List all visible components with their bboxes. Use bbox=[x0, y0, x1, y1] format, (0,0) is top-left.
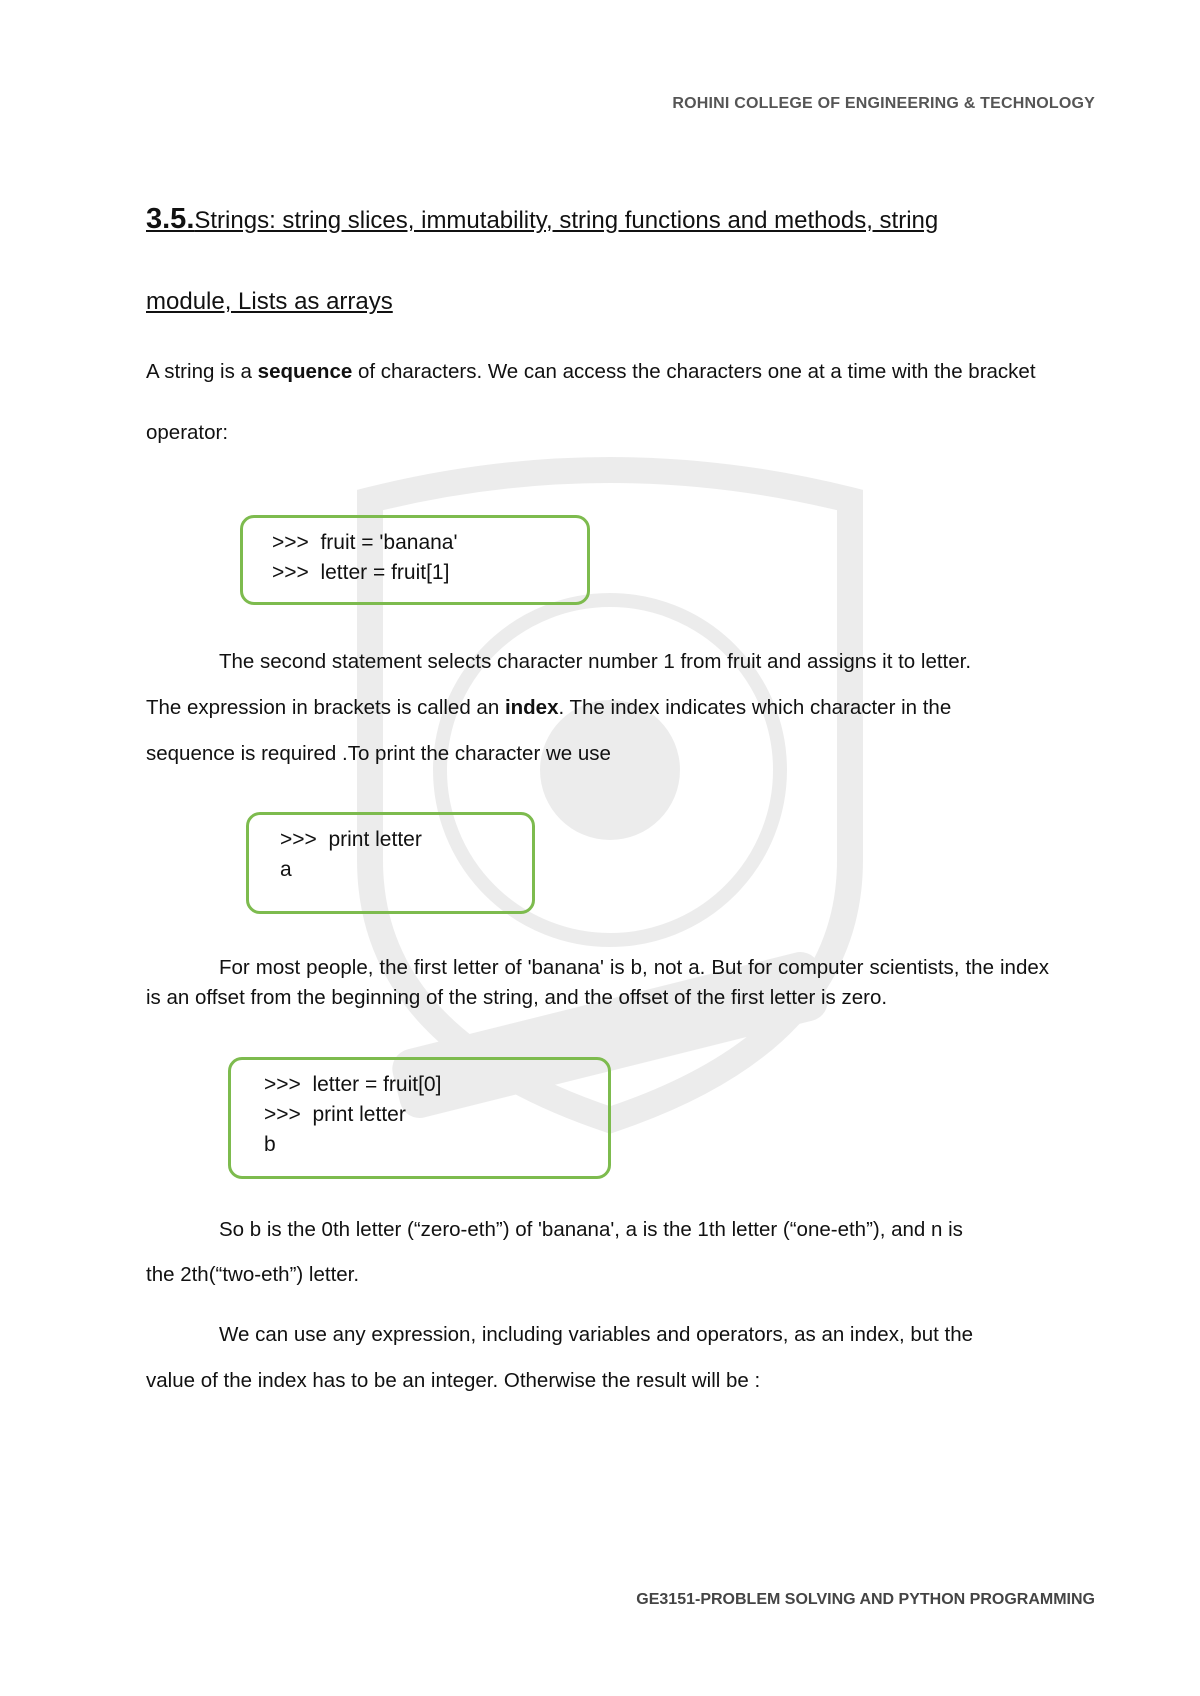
paragraph-2-line-2 bbox=[146, 696, 1096, 721]
code-block-3 bbox=[228, 1057, 611, 1179]
paragraph-2-line-3: sequence is required .To print the character we use bbox=[146, 742, 611, 765]
code-line: >>> letter = fruit[0] bbox=[264, 1073, 442, 1096]
code-line: a bbox=[280, 858, 292, 881]
paragraph-4-line-1: So b is the 0th letter (“zero-eth”) of 'banana', a is the 1th letter (“one-eth”), and n is bbox=[219, 1218, 963, 1241]
section-number: 3.5. bbox=[146, 203, 195, 235]
code-line: b bbox=[264, 1133, 276, 1156]
section-title-continued: module, Lists as arrays bbox=[146, 288, 393, 315]
para1-bold-term: sequence bbox=[257, 360, 353, 383]
page-header: ROHINI COLLEGE OF ENGINEERING & TECHNOLOGY bbox=[672, 95, 1095, 112]
code-block-1 bbox=[240, 515, 590, 605]
para1-pre: A string is a bbox=[146, 360, 258, 383]
paragraph-1-line-2: operator: bbox=[146, 421, 229, 444]
code-line: >>> fruit = 'banana' bbox=[272, 531, 458, 554]
paragraph-4-line-2: the 2th(“two-eth”) letter. bbox=[146, 1263, 360, 1286]
code-line: >>> letter = fruit[1] bbox=[272, 561, 450, 584]
code-block-2 bbox=[246, 812, 535, 914]
code-line: >>> print letter bbox=[264, 1103, 406, 1126]
para2-pre: The expression in brackets is called an bbox=[146, 696, 505, 719]
paragraph-1-line-1 bbox=[146, 360, 1096, 385]
paragraph-3: For most people, the first letter of 'banana' is b, not a. But for computer scientists, the index is an offset from the beginning of the string, and the offset of the first letter is zero. bbox=[146, 956, 1049, 1009]
section-title bbox=[146, 203, 1046, 236]
para1-post: of characters. We can access the characters one at a time with the bracket bbox=[352, 360, 1036, 383]
code-line: >>> print letter bbox=[280, 828, 422, 851]
page-footer: GE3151-PROBLEM SOLVING AND PYTHON PROGRAMMING bbox=[636, 1591, 1095, 1608]
para2-bold-term: index bbox=[504, 696, 559, 719]
section-title-text-1: Strings: string slices, immutability, string functions and methods, string bbox=[194, 207, 939, 234]
paragraph-2-line-1: The second statement selects character number 1 from fruit and assigns it to letter. bbox=[219, 650, 972, 673]
paragraph-5-line-2: value of the index has to be an integer. Otherwise the result will be : bbox=[146, 1369, 761, 1392]
paragraph-5-line-1: We can use any expression, including variables and operators, as an index, but the bbox=[219, 1323, 974, 1346]
para2-post: . The index indicates which character in the bbox=[558, 696, 952, 719]
